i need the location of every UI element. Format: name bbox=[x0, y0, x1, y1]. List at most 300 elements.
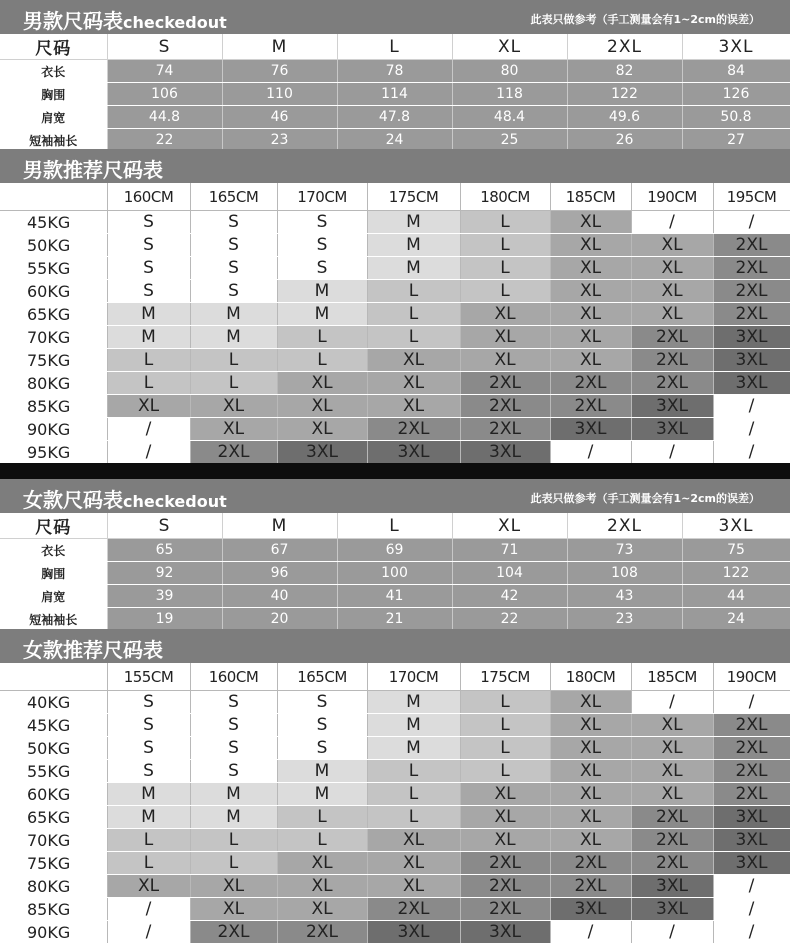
spec-row bbox=[0, 60, 790, 83]
size-cell: / bbox=[713, 898, 790, 921]
size-cell: 3XL bbox=[713, 349, 790, 372]
height-header-row bbox=[0, 663, 790, 691]
spec-header-label: 尺码 bbox=[0, 513, 107, 539]
size-header-cell: M bbox=[222, 34, 337, 60]
size-cell: 3XL bbox=[460, 441, 550, 464]
size-cell: XL bbox=[367, 875, 460, 898]
spec-row bbox=[0, 106, 790, 129]
spec-row bbox=[0, 608, 790, 631]
size-cell: XL bbox=[277, 852, 367, 875]
spec-header-row bbox=[0, 513, 790, 539]
spec-value-cell: 24 bbox=[682, 608, 790, 631]
size-cell: S bbox=[277, 714, 367, 737]
size-cell: L bbox=[190, 349, 277, 372]
men-recommend-table bbox=[0, 183, 790, 464]
size-cell: L bbox=[460, 737, 550, 760]
women-size-chart-header bbox=[0, 479, 790, 513]
size-cell: M bbox=[277, 783, 367, 806]
size-cell: L bbox=[367, 783, 460, 806]
size-cell: M bbox=[277, 303, 367, 326]
weight-row bbox=[0, 783, 790, 806]
size-cell: L bbox=[277, 349, 367, 372]
spec-value-cell: 73 bbox=[567, 539, 682, 562]
size-cell: L bbox=[277, 326, 367, 349]
spec-value-cell: 41 bbox=[337, 585, 452, 608]
size-cell: XL bbox=[460, 326, 550, 349]
size-header-cell: S bbox=[107, 513, 222, 539]
size-cell: / bbox=[631, 441, 713, 464]
size-cell: 2XL bbox=[631, 806, 713, 829]
weight-row bbox=[0, 303, 790, 326]
size-cell: XL bbox=[367, 372, 460, 395]
size-cell: M bbox=[107, 806, 190, 829]
spec-value-cell: 80 bbox=[452, 60, 567, 83]
spec-value-cell: 20 bbox=[222, 608, 337, 631]
spec-value-cell: 122 bbox=[682, 562, 790, 585]
size-cell: S bbox=[107, 280, 190, 303]
size-cell: S bbox=[190, 280, 277, 303]
size-header-cell: XL bbox=[452, 34, 567, 60]
weight-row bbox=[0, 234, 790, 257]
weight-row bbox=[0, 326, 790, 349]
height-header-cell: 175CM bbox=[367, 183, 460, 211]
size-cell: S bbox=[277, 234, 367, 257]
size-cell: 3XL bbox=[713, 372, 790, 395]
women-chart-title: 女款尺码表checkedout bbox=[23, 488, 227, 512]
size-cell: 2XL bbox=[460, 395, 550, 418]
spec-row-label: 胸围 bbox=[0, 83, 107, 106]
height-header-cell: 155CM bbox=[107, 663, 190, 691]
size-cell: S bbox=[107, 234, 190, 257]
size-cell: M bbox=[107, 326, 190, 349]
spec-row bbox=[0, 83, 790, 106]
spec-row-label: 肩宽 bbox=[0, 585, 107, 608]
spec-row-label: 短袖袖长 bbox=[0, 608, 107, 631]
size-cell: XL bbox=[460, 349, 550, 372]
size-cell: L bbox=[460, 280, 550, 303]
size-cell: L bbox=[190, 852, 277, 875]
size-cell: XL bbox=[550, 691, 631, 714]
spec-value-cell: 84 bbox=[682, 60, 790, 83]
men-measure-note: 此表只做参考（手工测量会有1~2cm的误差） bbox=[530, 13, 760, 26]
size-cell: XL bbox=[367, 349, 460, 372]
weight-row bbox=[0, 737, 790, 760]
size-cell: 2XL bbox=[631, 852, 713, 875]
size-cell: 3XL bbox=[713, 326, 790, 349]
spec-value-cell: 104 bbox=[452, 562, 567, 585]
spec-value-cell: 75 bbox=[682, 539, 790, 562]
size-cell: XL bbox=[631, 737, 713, 760]
weight-row bbox=[0, 806, 790, 829]
height-header-cell: 165CM bbox=[190, 183, 277, 211]
women-measure-note: 此表只做参考（手工测量会有1~2cm的误差） bbox=[530, 492, 760, 505]
size-cell: / bbox=[107, 418, 190, 441]
weight-label: 65KG bbox=[0, 303, 107, 326]
size-cell: 2XL bbox=[713, 234, 790, 257]
weight-label: 50KG bbox=[0, 737, 107, 760]
size-cell: XL bbox=[190, 875, 277, 898]
size-cell: 2XL bbox=[367, 418, 460, 441]
size-cell: 3XL bbox=[367, 921, 460, 944]
size-cell: S bbox=[277, 691, 367, 714]
height-header-cell: 175CM bbox=[460, 663, 550, 691]
size-cell: XL bbox=[460, 829, 550, 852]
size-cell: XL bbox=[190, 898, 277, 921]
spec-value-cell: 49.6 bbox=[567, 106, 682, 129]
spec-value-cell: 65 bbox=[107, 539, 222, 562]
weight-label: 85KG bbox=[0, 395, 107, 418]
height-header-cell: 190CM bbox=[631, 183, 713, 211]
size-cell: L bbox=[367, 280, 460, 303]
size-cell: M bbox=[107, 783, 190, 806]
size-cell: L bbox=[277, 806, 367, 829]
size-cell: L bbox=[367, 303, 460, 326]
size-header-cell: 3XL bbox=[682, 513, 790, 539]
size-cell: S bbox=[277, 211, 367, 234]
weight-row bbox=[0, 760, 790, 783]
spec-value-cell: 21 bbox=[337, 608, 452, 631]
size-cell: / bbox=[713, 875, 790, 898]
spec-value-cell: 82 bbox=[567, 60, 682, 83]
size-cell: M bbox=[277, 760, 367, 783]
weight-label: 40KG bbox=[0, 691, 107, 714]
size-cell: L bbox=[107, 372, 190, 395]
size-cell: XL bbox=[550, 257, 631, 280]
size-cell: 2XL bbox=[277, 921, 367, 944]
height-header-cell: 195CM bbox=[713, 183, 790, 211]
size-cell: S bbox=[277, 257, 367, 280]
size-cell: 3XL bbox=[713, 852, 790, 875]
size-cell: M bbox=[367, 737, 460, 760]
spec-value-cell: 78 bbox=[337, 60, 452, 83]
height-header-cell: 180CM bbox=[460, 183, 550, 211]
section-divider bbox=[0, 463, 790, 479]
size-cell: L bbox=[367, 326, 460, 349]
height-header-row bbox=[0, 183, 790, 211]
spec-value-cell: 22 bbox=[452, 608, 567, 631]
height-header-cell: 170CM bbox=[277, 183, 367, 211]
size-cell: XL bbox=[550, 303, 631, 326]
size-cell: S bbox=[107, 211, 190, 234]
size-cell: 3XL bbox=[460, 921, 550, 944]
size-cell: 2XL bbox=[631, 829, 713, 852]
weight-label: 70KG bbox=[0, 829, 107, 852]
size-cell: / bbox=[713, 395, 790, 418]
height-header-cell: 170CM bbox=[367, 663, 460, 691]
spec-header-label: 尺码 bbox=[0, 34, 107, 60]
size-header-cell: 2XL bbox=[567, 34, 682, 60]
size-cell: XL bbox=[550, 211, 631, 234]
spec-value-cell: 100 bbox=[337, 562, 452, 585]
spec-value-cell: 114 bbox=[337, 83, 452, 106]
women-recommend-header bbox=[0, 629, 790, 663]
size-cell: XL bbox=[631, 714, 713, 737]
size-cell: S bbox=[107, 760, 190, 783]
height-header-cell: 160CM bbox=[107, 183, 190, 211]
size-cell: 2XL bbox=[713, 737, 790, 760]
size-cell: L bbox=[107, 852, 190, 875]
size-cell: 2XL bbox=[550, 852, 631, 875]
size-cell: L bbox=[460, 257, 550, 280]
weight-label: 45KG bbox=[0, 714, 107, 737]
size-cell: M bbox=[190, 806, 277, 829]
size-cell: S bbox=[190, 691, 277, 714]
spec-value-cell: 50.8 bbox=[682, 106, 790, 129]
size-cell: L bbox=[107, 829, 190, 852]
size-cell: XL bbox=[550, 760, 631, 783]
size-cell: XL bbox=[550, 234, 631, 257]
weight-row bbox=[0, 395, 790, 418]
spec-value-cell: 46 bbox=[222, 106, 337, 129]
size-cell: / bbox=[107, 441, 190, 464]
size-cell: 2XL bbox=[367, 898, 460, 921]
height-header-cell: 185CM bbox=[631, 663, 713, 691]
size-cell: 2XL bbox=[460, 852, 550, 875]
spec-row-label: 胸围 bbox=[0, 562, 107, 585]
weight-row bbox=[0, 349, 790, 372]
height-header-cell: 180CM bbox=[550, 663, 631, 691]
weight-label: 60KG bbox=[0, 280, 107, 303]
size-cell: L bbox=[460, 714, 550, 737]
size-cell: XL bbox=[550, 806, 631, 829]
size-cell: XL bbox=[277, 875, 367, 898]
weight-row bbox=[0, 418, 790, 441]
size-cell: L bbox=[367, 760, 460, 783]
spec-value-cell: 44 bbox=[682, 585, 790, 608]
size-cell: 2XL bbox=[713, 783, 790, 806]
size-cell: / bbox=[713, 921, 790, 944]
weight-row bbox=[0, 257, 790, 280]
spec-value-cell: 106 bbox=[107, 83, 222, 106]
spec-value-cell: 74 bbox=[107, 60, 222, 83]
spec-value-cell: 42 bbox=[452, 585, 567, 608]
size-cell: 2XL bbox=[460, 372, 550, 395]
height-header-cell: 185CM bbox=[550, 183, 631, 211]
size-cell: XL bbox=[550, 737, 631, 760]
spec-value-cell: 24 bbox=[337, 129, 452, 152]
size-header-cell: L bbox=[337, 513, 452, 539]
weight-label: 90KG bbox=[0, 418, 107, 441]
size-cell: 3XL bbox=[713, 806, 790, 829]
size-cell: 3XL bbox=[631, 395, 713, 418]
size-cell: 3XL bbox=[631, 898, 713, 921]
size-header-cell: XL bbox=[452, 513, 567, 539]
spec-row-label: 肩宽 bbox=[0, 106, 107, 129]
weight-label: 55KG bbox=[0, 257, 107, 280]
size-cell: XL bbox=[460, 303, 550, 326]
size-cell: XL bbox=[550, 714, 631, 737]
size-cell: L bbox=[460, 211, 550, 234]
spec-value-cell: 47.8 bbox=[337, 106, 452, 129]
size-cell: XL bbox=[550, 326, 631, 349]
spec-row bbox=[0, 585, 790, 608]
size-cell: 2XL bbox=[713, 280, 790, 303]
spec-value-cell: 22 bbox=[107, 129, 222, 152]
size-cell: 3XL bbox=[550, 898, 631, 921]
spec-value-cell: 27 bbox=[682, 129, 790, 152]
weight-label: 50KG bbox=[0, 234, 107, 257]
size-cell: XL bbox=[367, 852, 460, 875]
size-cell: 2XL bbox=[460, 898, 550, 921]
size-cell: 3XL bbox=[631, 418, 713, 441]
size-cell: / bbox=[631, 211, 713, 234]
size-cell: 3XL bbox=[367, 441, 460, 464]
weight-label: 75KG bbox=[0, 349, 107, 372]
size-cell: XL bbox=[277, 898, 367, 921]
spec-value-cell: 76 bbox=[222, 60, 337, 83]
spec-value-cell: 26 bbox=[567, 129, 682, 152]
height-header-cell: 160CM bbox=[190, 663, 277, 691]
size-cell: 2XL bbox=[631, 326, 713, 349]
size-header-cell: L bbox=[337, 34, 452, 60]
spec-row bbox=[0, 539, 790, 562]
size-cell: / bbox=[713, 211, 790, 234]
size-cell: S bbox=[107, 257, 190, 280]
weight-row bbox=[0, 898, 790, 921]
weight-label: 55KG bbox=[0, 760, 107, 783]
height-header-cell: 190CM bbox=[713, 663, 790, 691]
spec-value-cell: 118 bbox=[452, 83, 567, 106]
spec-row bbox=[0, 562, 790, 585]
size-cell: L bbox=[460, 691, 550, 714]
spec-value-cell: 48.4 bbox=[452, 106, 567, 129]
size-cell: XL bbox=[631, 280, 713, 303]
size-cell: 2XL bbox=[190, 441, 277, 464]
weight-row bbox=[0, 921, 790, 944]
size-cell: XL bbox=[631, 783, 713, 806]
weight-row bbox=[0, 829, 790, 852]
size-cell: / bbox=[107, 898, 190, 921]
size-cell: 2XL bbox=[460, 875, 550, 898]
weight-label: 85KG bbox=[0, 898, 107, 921]
size-cell: XL bbox=[277, 418, 367, 441]
spec-value-cell: 126 bbox=[682, 83, 790, 106]
weight-label: 80KG bbox=[0, 372, 107, 395]
size-cell: / bbox=[550, 921, 631, 944]
weight-label: 90KG bbox=[0, 921, 107, 944]
spec-value-cell: 23 bbox=[567, 608, 682, 631]
weight-row bbox=[0, 691, 790, 714]
spec-value-cell: 25 bbox=[452, 129, 567, 152]
weight-row bbox=[0, 441, 790, 464]
weight-row bbox=[0, 280, 790, 303]
size-cell: XL bbox=[550, 783, 631, 806]
size-cell: L bbox=[460, 234, 550, 257]
size-cell: XL bbox=[190, 395, 277, 418]
size-cell: / bbox=[107, 921, 190, 944]
size-cell: XL bbox=[367, 829, 460, 852]
size-cell: S bbox=[107, 737, 190, 760]
size-cell: XL bbox=[367, 395, 460, 418]
size-cell: / bbox=[631, 921, 713, 944]
men-recommend-title: 男款推荐尺码表 bbox=[23, 158, 163, 182]
size-cell: 2XL bbox=[713, 303, 790, 326]
corner-cell bbox=[0, 663, 107, 691]
weight-label: 95KG bbox=[0, 441, 107, 464]
weight-label: 65KG bbox=[0, 806, 107, 829]
men-recommend-header bbox=[0, 149, 790, 183]
size-cell: 3XL bbox=[631, 875, 713, 898]
spec-value-cell: 40 bbox=[222, 585, 337, 608]
women-recommend-table bbox=[0, 663, 790, 944]
size-cell: L bbox=[367, 806, 460, 829]
spec-value-cell: 110 bbox=[222, 83, 337, 106]
size-cell: L bbox=[190, 372, 277, 395]
size-cell: XL bbox=[631, 234, 713, 257]
size-header-cell: 2XL bbox=[567, 513, 682, 539]
men-size-chart-header bbox=[0, 0, 790, 34]
size-cell: S bbox=[190, 211, 277, 234]
size-cell: L bbox=[277, 829, 367, 852]
size-cell: 2XL bbox=[713, 257, 790, 280]
size-cell: M bbox=[367, 211, 460, 234]
spec-value-cell: 19 bbox=[107, 608, 222, 631]
size-cell: 2XL bbox=[550, 875, 631, 898]
weight-row bbox=[0, 875, 790, 898]
size-cell: S bbox=[107, 691, 190, 714]
spec-header-row bbox=[0, 34, 790, 60]
size-cell: XL bbox=[631, 257, 713, 280]
weight-row bbox=[0, 852, 790, 875]
size-cell: XL bbox=[631, 760, 713, 783]
size-header-cell: 3XL bbox=[682, 34, 790, 60]
size-cell: 2XL bbox=[631, 349, 713, 372]
women-spec-table bbox=[0, 513, 790, 631]
spec-row-label: 衣长 bbox=[0, 60, 107, 83]
size-cell: 3XL bbox=[713, 829, 790, 852]
weight-label: 70KG bbox=[0, 326, 107, 349]
size-cell: XL bbox=[631, 303, 713, 326]
spec-value-cell: 92 bbox=[107, 562, 222, 585]
size-cell: 2XL bbox=[190, 921, 277, 944]
size-cell: / bbox=[550, 441, 631, 464]
weight-label: 80KG bbox=[0, 875, 107, 898]
size-cell: 2XL bbox=[713, 760, 790, 783]
spec-value-cell: 108 bbox=[567, 562, 682, 585]
size-header-cell: S bbox=[107, 34, 222, 60]
size-cell: S bbox=[190, 737, 277, 760]
size-cell: XL bbox=[550, 349, 631, 372]
size-cell: 3XL bbox=[277, 441, 367, 464]
men-chart-title: 男款尺码表checkedout bbox=[23, 9, 227, 33]
women-recommend-title: 女款推荐尺码表 bbox=[23, 638, 163, 662]
weight-label: 45KG bbox=[0, 211, 107, 234]
size-cell: M bbox=[367, 257, 460, 280]
size-cell: M bbox=[190, 783, 277, 806]
size-cell: L bbox=[190, 829, 277, 852]
size-cell: S bbox=[190, 257, 277, 280]
size-cell: M bbox=[277, 280, 367, 303]
size-cell: M bbox=[190, 303, 277, 326]
size-cell: / bbox=[713, 441, 790, 464]
size-cell: S bbox=[190, 760, 277, 783]
size-cell: XL bbox=[107, 395, 190, 418]
size-cell: XL bbox=[460, 806, 550, 829]
size-cell: 2XL bbox=[631, 372, 713, 395]
weight-label: 75KG bbox=[0, 852, 107, 875]
size-cell: 3XL bbox=[550, 418, 631, 441]
size-cell: S bbox=[277, 737, 367, 760]
spec-value-cell: 69 bbox=[337, 539, 452, 562]
spec-value-cell: 96 bbox=[222, 562, 337, 585]
size-cell: S bbox=[190, 714, 277, 737]
spec-value-cell: 43 bbox=[567, 585, 682, 608]
size-cell: XL bbox=[460, 783, 550, 806]
size-cell: S bbox=[190, 234, 277, 257]
weight-row bbox=[0, 211, 790, 234]
men-spec-table bbox=[0, 34, 790, 152]
size-cell: XL bbox=[277, 372, 367, 395]
